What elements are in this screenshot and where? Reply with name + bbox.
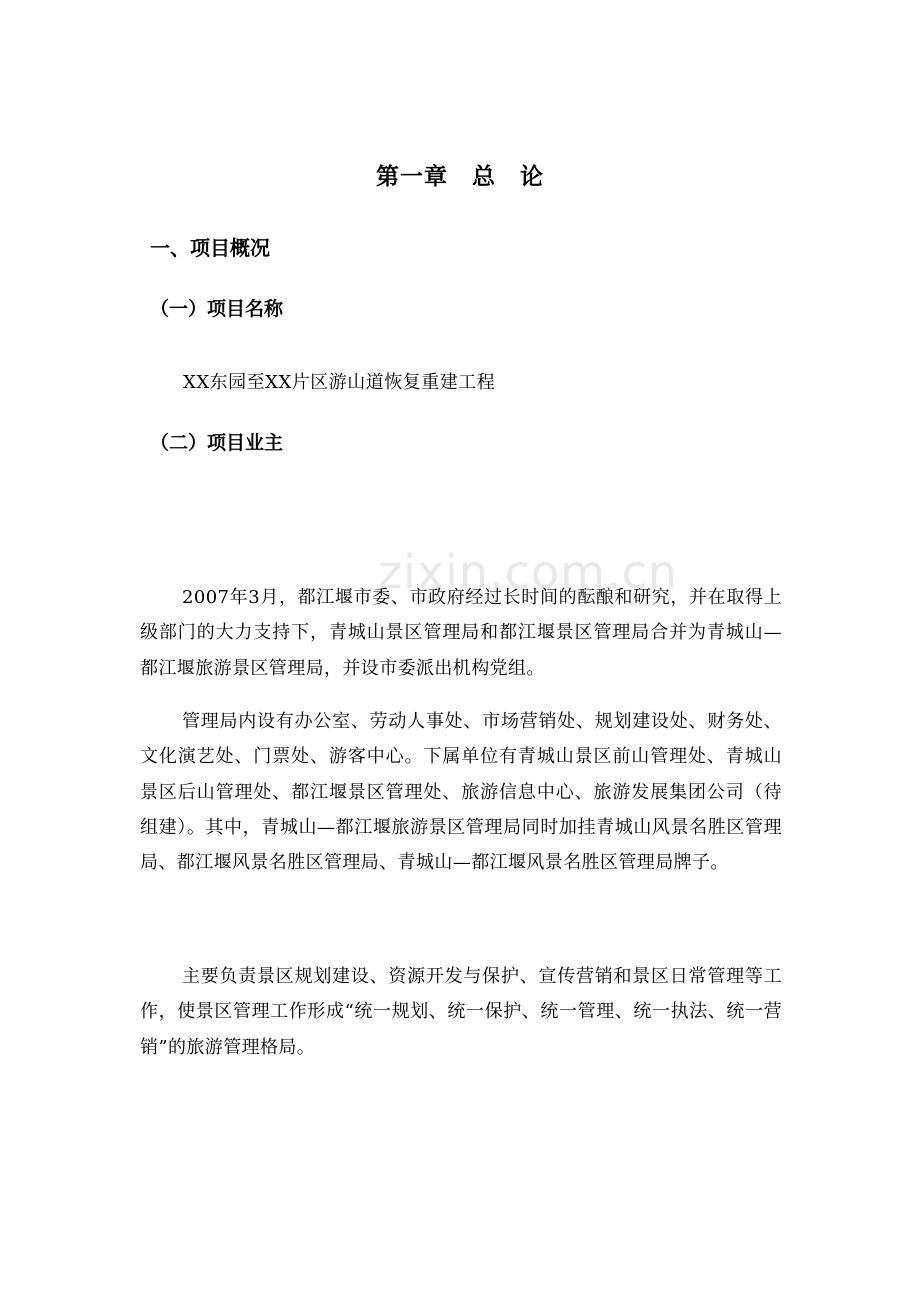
- body-paragraph: 主要负责景区规划建设、资源开发与保护、宣传营销和景区日常管理等工作，使景区管理工作形成“统一规划、统一保护、统一管理、统一执法、统一营销”的旅游管理格局。: [140, 966, 782, 1058]
- section-heading-project-overview: 一、项目概况: [150, 236, 270, 260]
- watermark: zixin.com.cn: [378, 545, 679, 599]
- body-paragraph: 管理局内设有办公室、劳动人事处、市场营销处、规划建设处、财务处、文化演艺处、门票处、游客中心。下属单位有青城山景区前山管理处、青城山景区后山管理处、都江堰景区管理处、旅游信息中心、旅游发展集团公司（待组建）。其中，青城山—都江堰旅游景区管理局同时加挂青城山风景名胜区管理局、都江堰风景名胜区管理局、青城山—都江堰风景名胜区管理局牌子。: [140, 711, 782, 874]
- chapter-title: 第一章 总 论: [376, 164, 544, 190]
- subsection-heading-project-name: （一）项目名称: [150, 298, 284, 320]
- subsection-heading-project-owner: （二）项目业主: [150, 432, 284, 454]
- body-paragraph: 2007年3月，都江堰市委、市政府经过长时间的酝酿和研究，并在取得上级部门的大力支持下，青城山景区管理局和都江堰景区管理局合并为青城山—都江堰旅游景区管理局，并设市委派出机构党组。: [140, 587, 782, 679]
- project-name-text: XX东园至XX片区游山道恢复重建工程: [183, 372, 496, 393]
